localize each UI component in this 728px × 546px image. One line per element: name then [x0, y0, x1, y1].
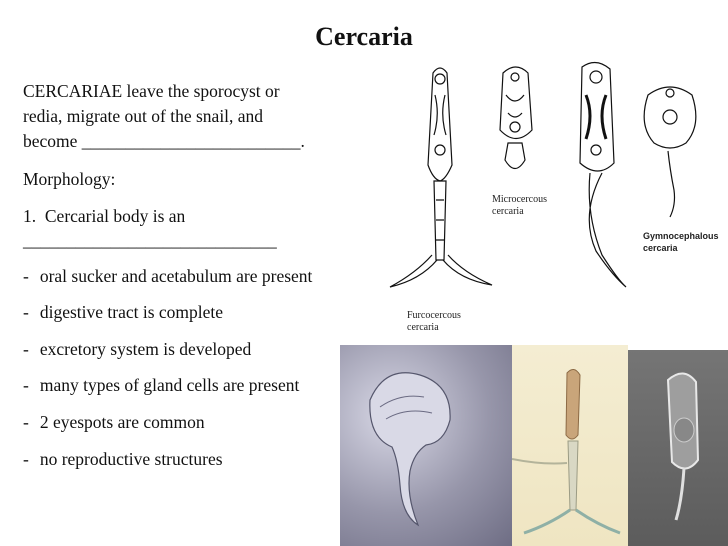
page-title: Cercaria: [315, 22, 413, 51]
intro-line-3: become _________________________.: [23, 131, 305, 151]
bullet-item: - excretory system is developed: [23, 339, 252, 359]
point-1-line-1: 1. Cercarial body is an: [23, 206, 186, 226]
microcercous-caption: Microcercous cercaria: [492, 194, 547, 217]
intro-line-1: CERCARIAE leave the sporocyst or: [23, 81, 280, 101]
microcercous-cercaria-drawing: [500, 67, 532, 169]
furcocercous-cercaria-drawing: [390, 68, 492, 287]
bullet-item: - many types of gland cells are present: [23, 375, 300, 395]
sem-cercaria-photo: [340, 345, 512, 546]
gymnocephalous-cercaria-drawing: [644, 87, 696, 217]
gymnocephalous-caption: Gymnocephalous cercaria: [643, 231, 719, 253]
stained-cercaria-photo: [512, 345, 628, 546]
bullet-item: - oral sucker and acetabulum are present: [23, 266, 313, 286]
furcocercous-caption: Furcocercous cercaria: [407, 310, 461, 333]
large-cercaria-drawing: [580, 62, 626, 287]
microscope-cercaria-photo: [628, 350, 728, 546]
cercaria-drawings: [380, 55, 720, 345]
bullet-item: - digestive tract is complete: [23, 302, 224, 322]
intro-line-2: redia, migrate out of the snail, and: [23, 106, 264, 126]
point-1-line-2: _____________________________: [23, 230, 277, 250]
bullet-item: - 2 eyespots are common: [23, 412, 205, 432]
bullet-item: - no reproductive structures: [23, 449, 223, 469]
morphology-heading: Morphology:: [23, 169, 116, 189]
